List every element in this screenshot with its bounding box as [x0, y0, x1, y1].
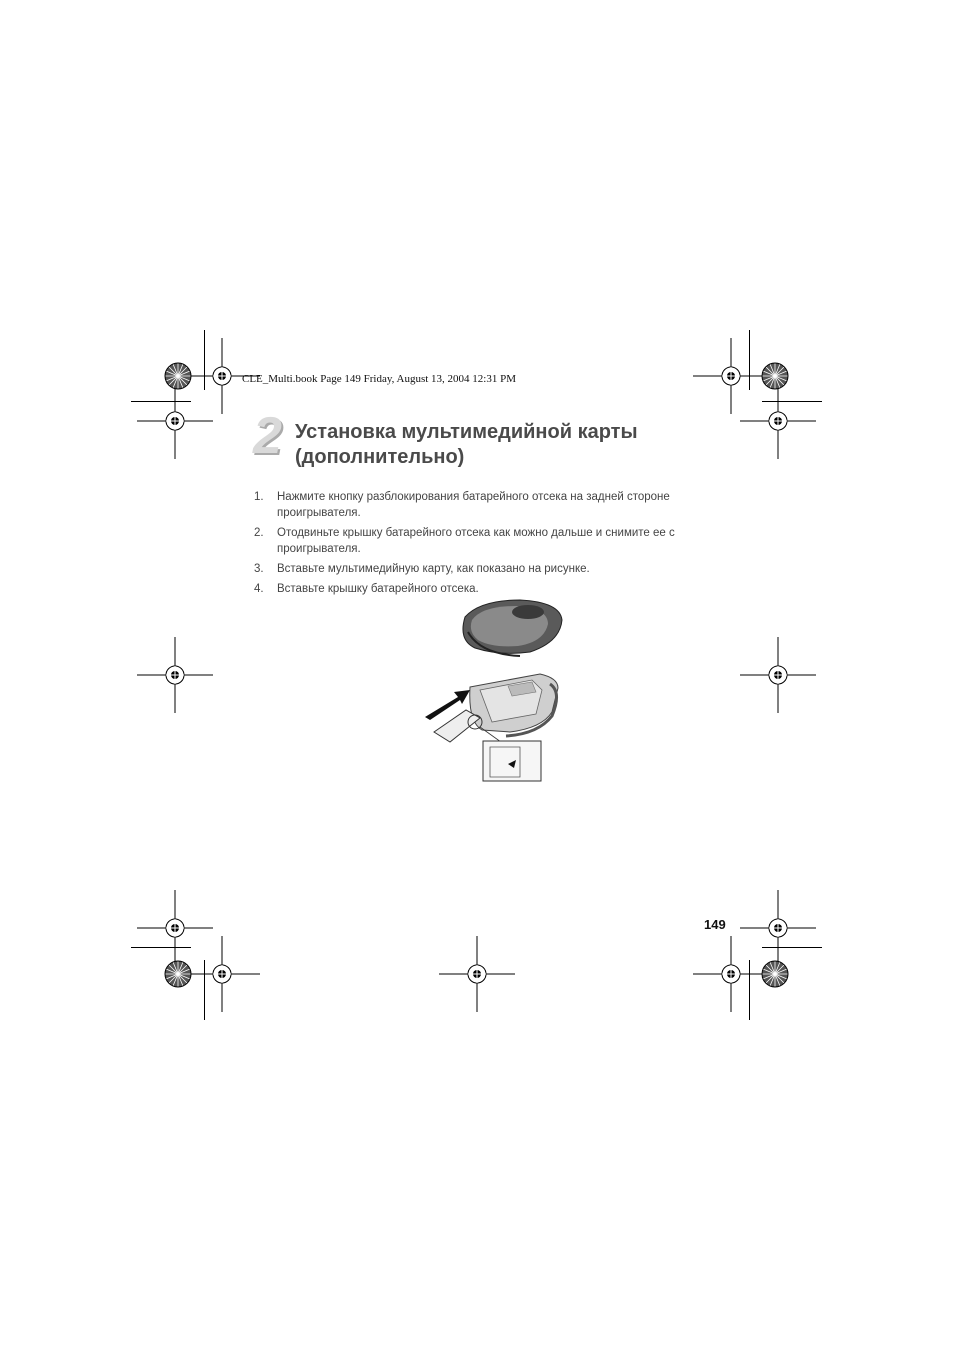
- list-item: [254, 561, 704, 577]
- step-text: Нажмите кнопку разблокирования батарейного отсека на задней стороне проигрывателя.: [277, 491, 670, 519]
- crosshair-icon: [137, 637, 213, 713]
- card-insertion-illustration: [420, 592, 570, 792]
- crosshair-icon: [740, 890, 816, 966]
- player-compartment-drawing: [470, 674, 558, 736]
- section-title: Установка мультимедийной карты (дополнительно): [295, 421, 638, 468]
- list-item: [254, 489, 704, 521]
- crosshair-icon: [693, 338, 769, 414]
- registration-star-icon: [165, 363, 191, 389]
- crosshair-icon: [137, 383, 213, 459]
- crosshair-icon: [740, 637, 816, 713]
- registration-star-icon: [762, 363, 788, 389]
- section-number: 2: [253, 407, 280, 465]
- instruction-list: [254, 489, 704, 601]
- crosshair-icon: [184, 936, 260, 1012]
- registration-star-icon: [165, 961, 191, 987]
- crosshair-icon: [693, 936, 769, 1012]
- step-number: 1.: [254, 491, 264, 503]
- player-back-drawing: [463, 600, 562, 656]
- step-number: 4.: [254, 583, 264, 595]
- step-text: Отодвиньте крышку батарейного отсека как можно дальше и снимите ее с проигрывателя.: [277, 527, 675, 555]
- list-item: [254, 525, 704, 557]
- registration-star-icon: [762, 961, 788, 987]
- step-number: 2.: [254, 527, 264, 539]
- step-number: 3.: [254, 563, 264, 575]
- step-text: Вставьте мультимедийную карту, как показано на рисунке.: [277, 563, 590, 575]
- page-number: 149: [704, 917, 726, 932]
- crosshair-icon: [740, 383, 816, 459]
- crosshair-icon: [137, 890, 213, 966]
- page-header: CLE_Multi.book Page 149 Friday, August 13, 2004 12:31 PM: [242, 373, 516, 385]
- step-text: Вставьте крышку батарейного отсека.: [277, 583, 479, 595]
- crosshair-icon: [439, 936, 515, 1012]
